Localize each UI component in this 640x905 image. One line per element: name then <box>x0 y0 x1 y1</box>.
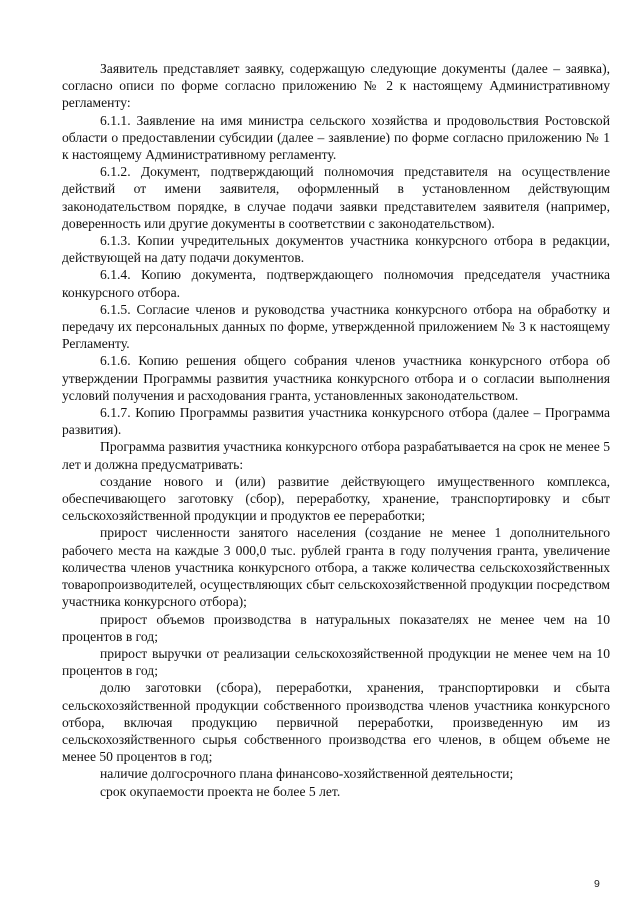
paragraph-6-1-1: 6.1.1. Заявление на имя министра сельского хозяйства и продовольствия Ростовской области о предоставлении субсидии (далее – заявление) по форме согласно приложению № 1 к настоящему Административному регламенту. <box>62 112 610 163</box>
document-body <box>62 60 610 800</box>
paragraph-program-intro: Программа развития участника конкурсного отбора разрабатывается на срок не менее 5 лет и должна предусматривать: <box>62 439 610 472</box>
paragraph-requirement: наличие долгосрочного плана финансово-хозяйственной деятельности; <box>100 766 514 782</box>
paragraph-requirement: создание нового и (или) развитие действующего имущественного комплекса, обеспечивающего заготовку (сбор), переработку, хранение, транспортировку и сбыт сельскохозяйственной продукции и продуктов ее переработки; <box>62 473 610 524</box>
paragraph-6-1-5: 6.1.5. Согласие членов и руководства участника конкурсного отбора на обработку и передачу их персональных данных по форме, утвержденной приложением № 3 к настоящему Регламенту. <box>62 301 610 352</box>
paragraph-6-1-6: 6.1.6. Копию решения общего собрания членов участника конкурсного отбора об утверждении Программы развития участника конкурсного отбора и о согласии выполнения условий получения и расходования гранта, установленных законодательством. <box>62 353 610 403</box>
paragraph-6-1-2: 6.1.2. Документ, подтверждающий полномочия представителя на осуществление действий от имени заявителя, оформленный в установленном действующим законодательством порядке, в случае подачи заявки представителем заявителя (например, доверенность или другие документы в соответствии с законодательством). <box>62 164 610 231</box>
paragraph-6-1-4: 6.1.4. Копию документа, подтверждающего полномочия председателя участника конкурсного отбора. <box>62 267 610 300</box>
paragraph-requirement: срок окупаемости проекта не более 5 лет. <box>100 783 341 799</box>
paragraph-requirement: прирост объемов производства в натуральных показателях не менее чем на 10 процентов в год; <box>62 611 610 644</box>
paragraph-requirement: долю заготовки (сбора), переработки, хранения, транспортировки и сбыта сельскохозяйственной продукции собственного производства членов участника конкурсного отбора, включая продукцию первичной переработки, произведенную им из сельскохозяйственного сырья собственного производства его членов, в общем объеме не менее 50 процентов в год; <box>62 680 610 765</box>
paragraph-requirement: прирост выручки от реализации сельскохозяйственной продукции не менее чем на 10 процентов в год; <box>62 645 610 679</box>
paragraph-6-1-3: 6.1.3. Копии учредительных документов участника конкурсного отбора в редакции, действующей на дату подачи документов. <box>62 233 610 266</box>
paragraph-intro: Заявитель представляет заявку, содержащую следующие документы (далее – заявка), согласно описи по форме согласно приложению № 2 к настоящему Административному регламенту: <box>62 61 610 111</box>
paragraph-6-1-7: 6.1.7. Копию Программы развития участника конкурсного отбора (далее – Программа развития). <box>62 405 610 438</box>
paragraph-requirement: прирост численности занятого населения (создание не менее 1 дополнительного рабочего места на каждые 3 000,0 тыс. рублей гранта в году получения гранта, увеличение количества членов участника конкурсного отбора, а также количества сельскохозяйственных товаропроизводителей, осуществляющих сбыт сельскохозяйственной продукции посредством участника конкурсного отбора); <box>62 525 610 610</box>
page-number: 9 <box>594 878 600 890</box>
